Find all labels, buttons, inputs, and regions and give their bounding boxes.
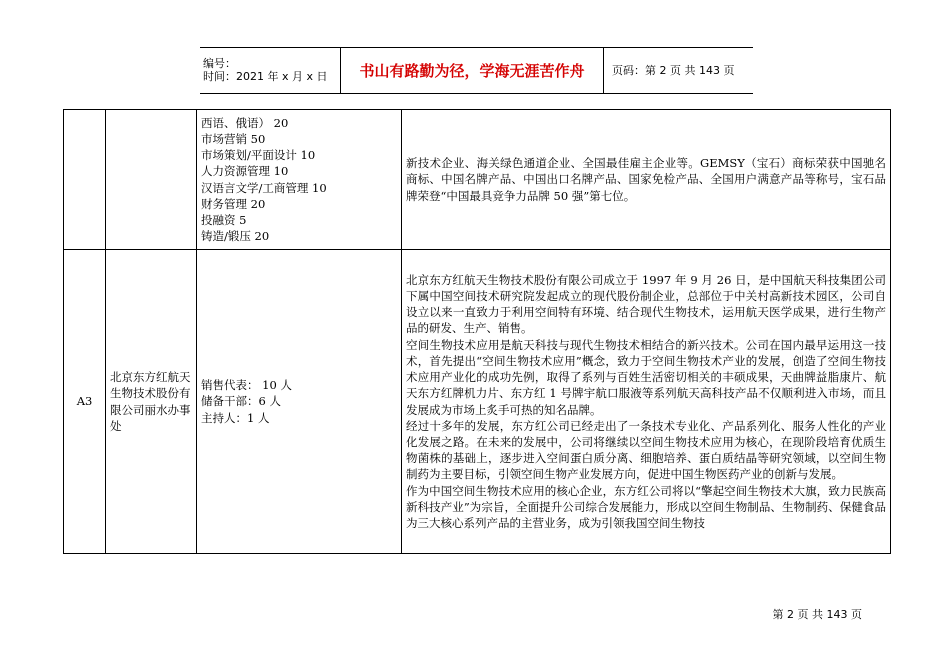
description-paragraph: 北京东方红航天生物技术股份有限公司成立于 1997 年 9 月 26 日，是中国航天科技集团公司下属中国空间技术研究院发起成立的现代股份制企业，总部位于中关村高新技术园区，公司自设立以来一直致力于利用空间特有环境、结合现代生物技术，运用航天医学成果，进行生物产品的研发、生产、销售。: [406, 272, 886, 336]
company-table: [63, 109, 891, 554]
description-paragraph: 经过十多年的发展，东方红公司已经走出了一条技术专业化、产品系列化、服务人性化的产业化发展之路。在未来的发展中，公司将继续以空间生物技术应用为核心，在现阶段培育优质生物菌株的基础上，逐步进入空间蛋白质分离、细胞培养、蛋白质结晶等研究领域，以空间生物制药为主要目标，引领空间生物产业发展方向，促进中国生物医药产业的创新与发展。: [406, 418, 886, 482]
description-paragraph: 新技术企业、海关绿色通道企业、全国最佳雇主企业等。GEMSY（宝石）商标荣获中国驰名商标、中国名牌产品、中国出口名牌产品、国家免检产品、全国用户满意产品等称号，宝石品牌荣登“中国最具竞争力品牌 50 强”第七位。: [406, 156, 886, 203]
description-cell: [402, 110, 891, 250]
row-id-cell: A3: [64, 250, 106, 554]
position-item: 销售代表： 10 人: [201, 378, 292, 393]
row-name-cell: 北京东方红航天生物技术股份有限公司丽水办事处: [106, 250, 197, 554]
position-item: 市场策划/平面设计 10: [201, 148, 316, 163]
position-item: 市场营销 50: [201, 131, 266, 146]
description-paragraph: 作为中国空间生物技术应用的核心企业，东方红公司将以“擎起空间生物技术大旗，致力民族高新科技产业”为宗旨，全面提升公司综合发展能力，形成以空间生物制品、生物制药、保健食品为三大核心系列产品的主营业务，成为引领我国空间生物技: [406, 483, 886, 530]
header-motto: 书山有路勤为径，学海无涯苦作舟: [341, 47, 604, 93]
header-meta: [200, 47, 341, 93]
position-item: 投融资 5: [201, 212, 247, 227]
positions-cell: [197, 110, 402, 250]
description-cell: [402, 250, 891, 554]
position-item: 主持人：1 人: [201, 410, 270, 425]
header-time-label: 时间：2021 年 x 月 x 日: [203, 70, 328, 83]
header-page-label: 页码：第 2 页 共 143 页: [612, 64, 735, 77]
position-item: 西语、俄语） 20: [201, 115, 289, 130]
row-id-cell: [64, 110, 106, 250]
page-header: [200, 47, 753, 93]
table-row: [64, 110, 891, 250]
position-item: 汉语言文学/工商管理 10: [201, 180, 327, 195]
position-item: 铸造/锻压 20: [201, 229, 270, 244]
description-paragraph: 空间生物技术应用是航天科技与现代生物技术相结合的新兴技术。公司在国内最早运用这一技术，首先提出“空间生物技术应用”概念，致力于空间生物技术产业的发展，创造了空间生物技术应用产业化的成功先例，取得了系列与百姓生活密切相关的丰硕成果，天曲牌益脂康片、航天东方红牌机力片、东方红 1 号牌宇航口服液等系列航天高科技产品不仅顺利进入市场，而且发展成为市场上炙手可热的知名品牌。: [406, 337, 886, 417]
header-bottom-rule: [200, 93, 753, 94]
position-item: 储备干部：6 人: [201, 394, 281, 409]
position-item: 财务管理 20: [201, 196, 266, 211]
table-row: [64, 250, 891, 554]
header-number-label: 编号：: [203, 57, 236, 70]
position-item: 人力资源管理 10: [201, 164, 289, 179]
footer-page-label: 第 2 页 共 143 页: [772, 608, 862, 621]
positions-cell: [197, 250, 402, 554]
row-name-cell: [106, 110, 197, 250]
